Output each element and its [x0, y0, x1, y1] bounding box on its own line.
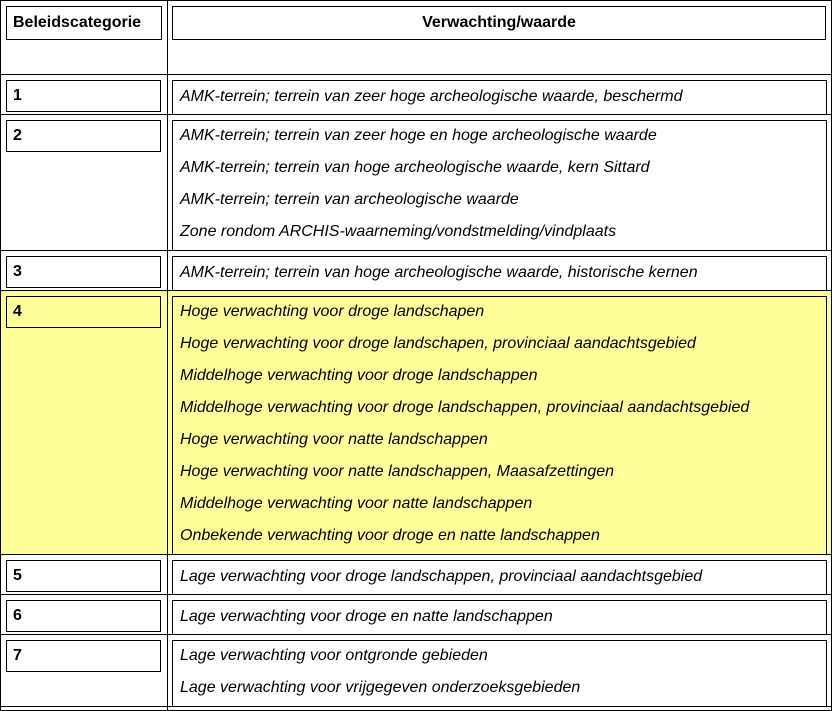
category-cell — [6, 120, 161, 152]
value-line: Lage verwachting voor ontgronde gebieden — [180, 647, 488, 664]
value-line: AMK-terrein; terrein van archeologische waarde — [180, 191, 519, 208]
value-line: Middelhoge verwachting voor droge landschappen, provinciaal aandachtsgebied — [180, 399, 750, 416]
table-row — [0, 635, 832, 706]
table-row — [0, 115, 832, 250]
header-value-label: Verwachting/waarde — [422, 14, 576, 31]
value-line: AMK-terrein; terrein van hoge archeologische waarde, kern Sittard — [180, 159, 650, 176]
value-cell — [172, 600, 827, 634]
category-cell — [6, 640, 161, 672]
value-line: Onbekende verwachting voor droge en natte landschappen — [180, 527, 600, 544]
category-number: 2 — [13, 127, 22, 144]
value-cell — [172, 560, 827, 594]
value-cell — [172, 640, 827, 706]
value-line: AMK-terrein; terrein van zeer hoge archeologische waarde, beschermd — [180, 88, 683, 105]
header-category-label: Beleidscategorie — [13, 14, 142, 31]
table-row — [0, 75, 832, 114]
table-row — [0, 595, 832, 634]
category-number: 7 — [13, 647, 22, 664]
value-cell — [172, 120, 827, 250]
category-cell — [6, 560, 161, 592]
value-cell — [172, 256, 827, 290]
value-line: Lage verwachting voor vrijgegeven onderzoeksgebieden — [180, 679, 581, 696]
category-cell — [6, 600, 161, 632]
value-line: AMK-terrein; terrein van zeer hoge en hoge archeologische waarde — [180, 127, 657, 144]
row-bg-left — [1, 291, 167, 554]
table-row — [0, 555, 832, 594]
category-number: 4 — [13, 303, 22, 320]
table-row — [0, 291, 832, 554]
row-rule — [0, 706, 832, 707]
category-number: 5 — [13, 567, 22, 584]
category-cell — [6, 256, 161, 288]
category-cell — [6, 80, 161, 112]
value-cell — [172, 80, 827, 114]
header-category — [6, 6, 162, 40]
value-line: Hoge verwachting voor natte landschappen — [180, 431, 488, 448]
header-value — [172, 6, 826, 40]
value-line: Zone rondom ARCHIS-waarneming/vondstmelding/vindplaats — [180, 223, 617, 240]
category-number: 1 — [13, 87, 22, 104]
value-line: Hoge verwachting voor droge landschapen — [180, 303, 485, 320]
value-line: Lage verwachting voor droge landschappen, provinciaal aandachtsgebied — [180, 568, 703, 585]
table-row — [0, 251, 832, 290]
category-cell — [6, 296, 161, 328]
value-line: Hoge verwachting voor droge landschapen, provinciaal aandachtsgebied — [180, 335, 696, 352]
category-number: 3 — [13, 263, 22, 280]
value-line: AMK-terrein; terrein van hoge archeologische waarde, historische kernen — [180, 264, 698, 281]
value-line: Middelhoge verwachting voor natte landschappen — [180, 495, 533, 512]
value-line: Middelhoge verwachting voor droge landschappen — [180, 367, 538, 384]
value-cell — [172, 296, 827, 554]
category-number: 6 — [13, 607, 22, 624]
value-line: Hoge verwachting voor natte landschappen, Maasafzettingen — [180, 463, 615, 480]
value-line: Lage verwachting voor droge en natte landschappen — [180, 608, 553, 625]
